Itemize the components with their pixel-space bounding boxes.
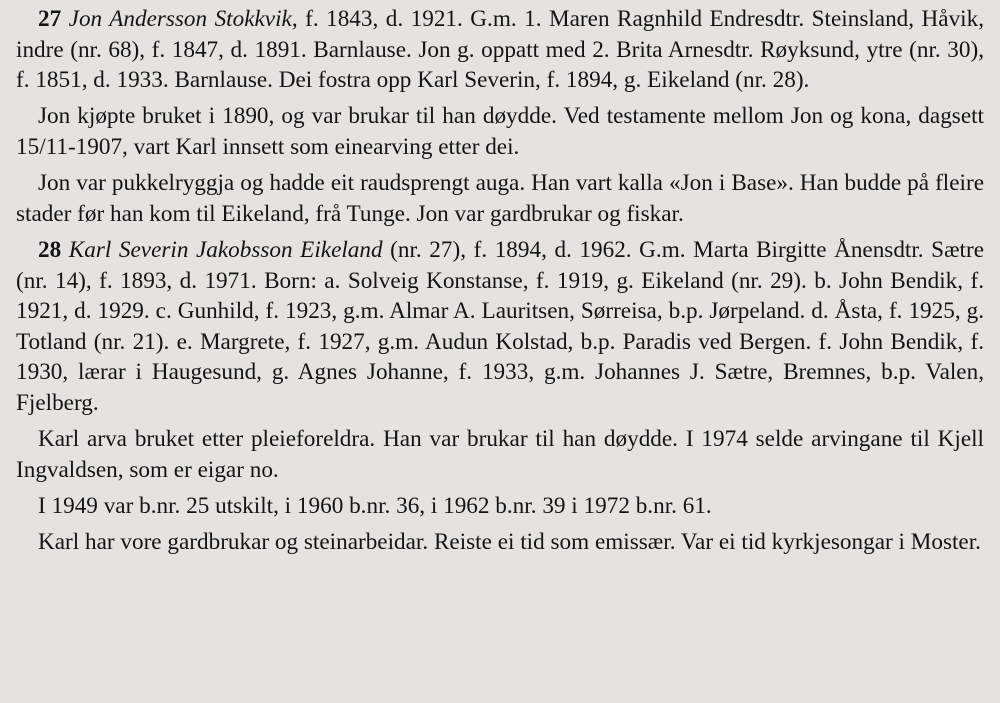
paragraph-description: Jon var pukkelryggja og hadde eit raudsprengt auga. Han vart kalla «Jon i Base». Han budde på fleire stader før han kom til Eikeland, frå Tunge. Jon var gardbrukar og fiskar.	[16, 170, 984, 227]
document-page	[16, 4, 984, 563]
entry-number: 28	[38, 236, 62, 263]
entry-number: 27	[38, 6, 62, 32]
entry-text: (nr. 27), f. 1894, d. 1962. G.m. Marta Birgitte Ånensdtr. Sætre (nr. 14), f. 1893, d. 1971. Born: a. Solveig Konstanse, f. 1919, g. Eikeland (nr. 29). b. John Bendik, f. 1921, d. 1929. c. Gunhild, f. 1923, g.m. Almar A. Lauritsen, Sørreisa, b.p. Jørpeland. d. Åsta, f. 1925, g. Totland (nr. 21). e. Margrete, f. 1927, g.m. Audun Kolstad, b.p. Paradis ved Bergen. f. John Bendik, f. 1930, lærar i Haugesund, g. Agnes Johanne, f. 1933, g.m. Johannes J. Sætre, Bremnes, b.p. Valen, Fjelberg.	[16, 236, 985, 416]
paragraph-purchase: Jon kjøpte bruket i 1890, og var brukar til han døydde. Ved testamente mellom Jon og kona, dagsett 15/11-1907, vart Karl innsett som einearving etter dei.	[16, 103, 984, 160]
paragraph-inheritance: Karl arva bruket etter pleieforeldra. Han var brukar til han døydde. I 1974 selde arvingane til Kjell Ingvaldsen, som er eigar no.	[16, 426, 984, 483]
person-name: Jon Andersson Stokkvik	[68, 6, 292, 32]
entry-27-paragraph	[16, 4, 984, 96]
paragraph-subdivisions: I 1949 var b.nr. 25 utskilt, i 1960 b.nr. 36, i 1962 b.nr. 39 i 1972 b.nr. 61.	[38, 492, 712, 519]
entry-text: , f. 1843, d. 1921. G.m. 1. Maren Ragnhild Endresdtr. Steinsland, Håvik, indre (nr. 68), f. 1847, d. 1891. Barnlause. Jon g. oppatt med 2. Brita Arnesdtr. Røyksund, ytre (nr. 30), f. 1851, d. 1933. Barnlause. Dei fostra opp Karl Severin, f. 1894, g. Eikeland (nr. 28).	[16, 6, 985, 94]
entry-28-paragraph	[16, 235, 984, 419]
person-name: Karl Severin Jakobsson Eikeland	[68, 236, 383, 263]
paragraph-occupation: Karl har vore gardbrukar og steinarbeidar. Reiste ei tid som emissær. Var ei tid kyrkjesongar i Moster.	[38, 529, 981, 556]
